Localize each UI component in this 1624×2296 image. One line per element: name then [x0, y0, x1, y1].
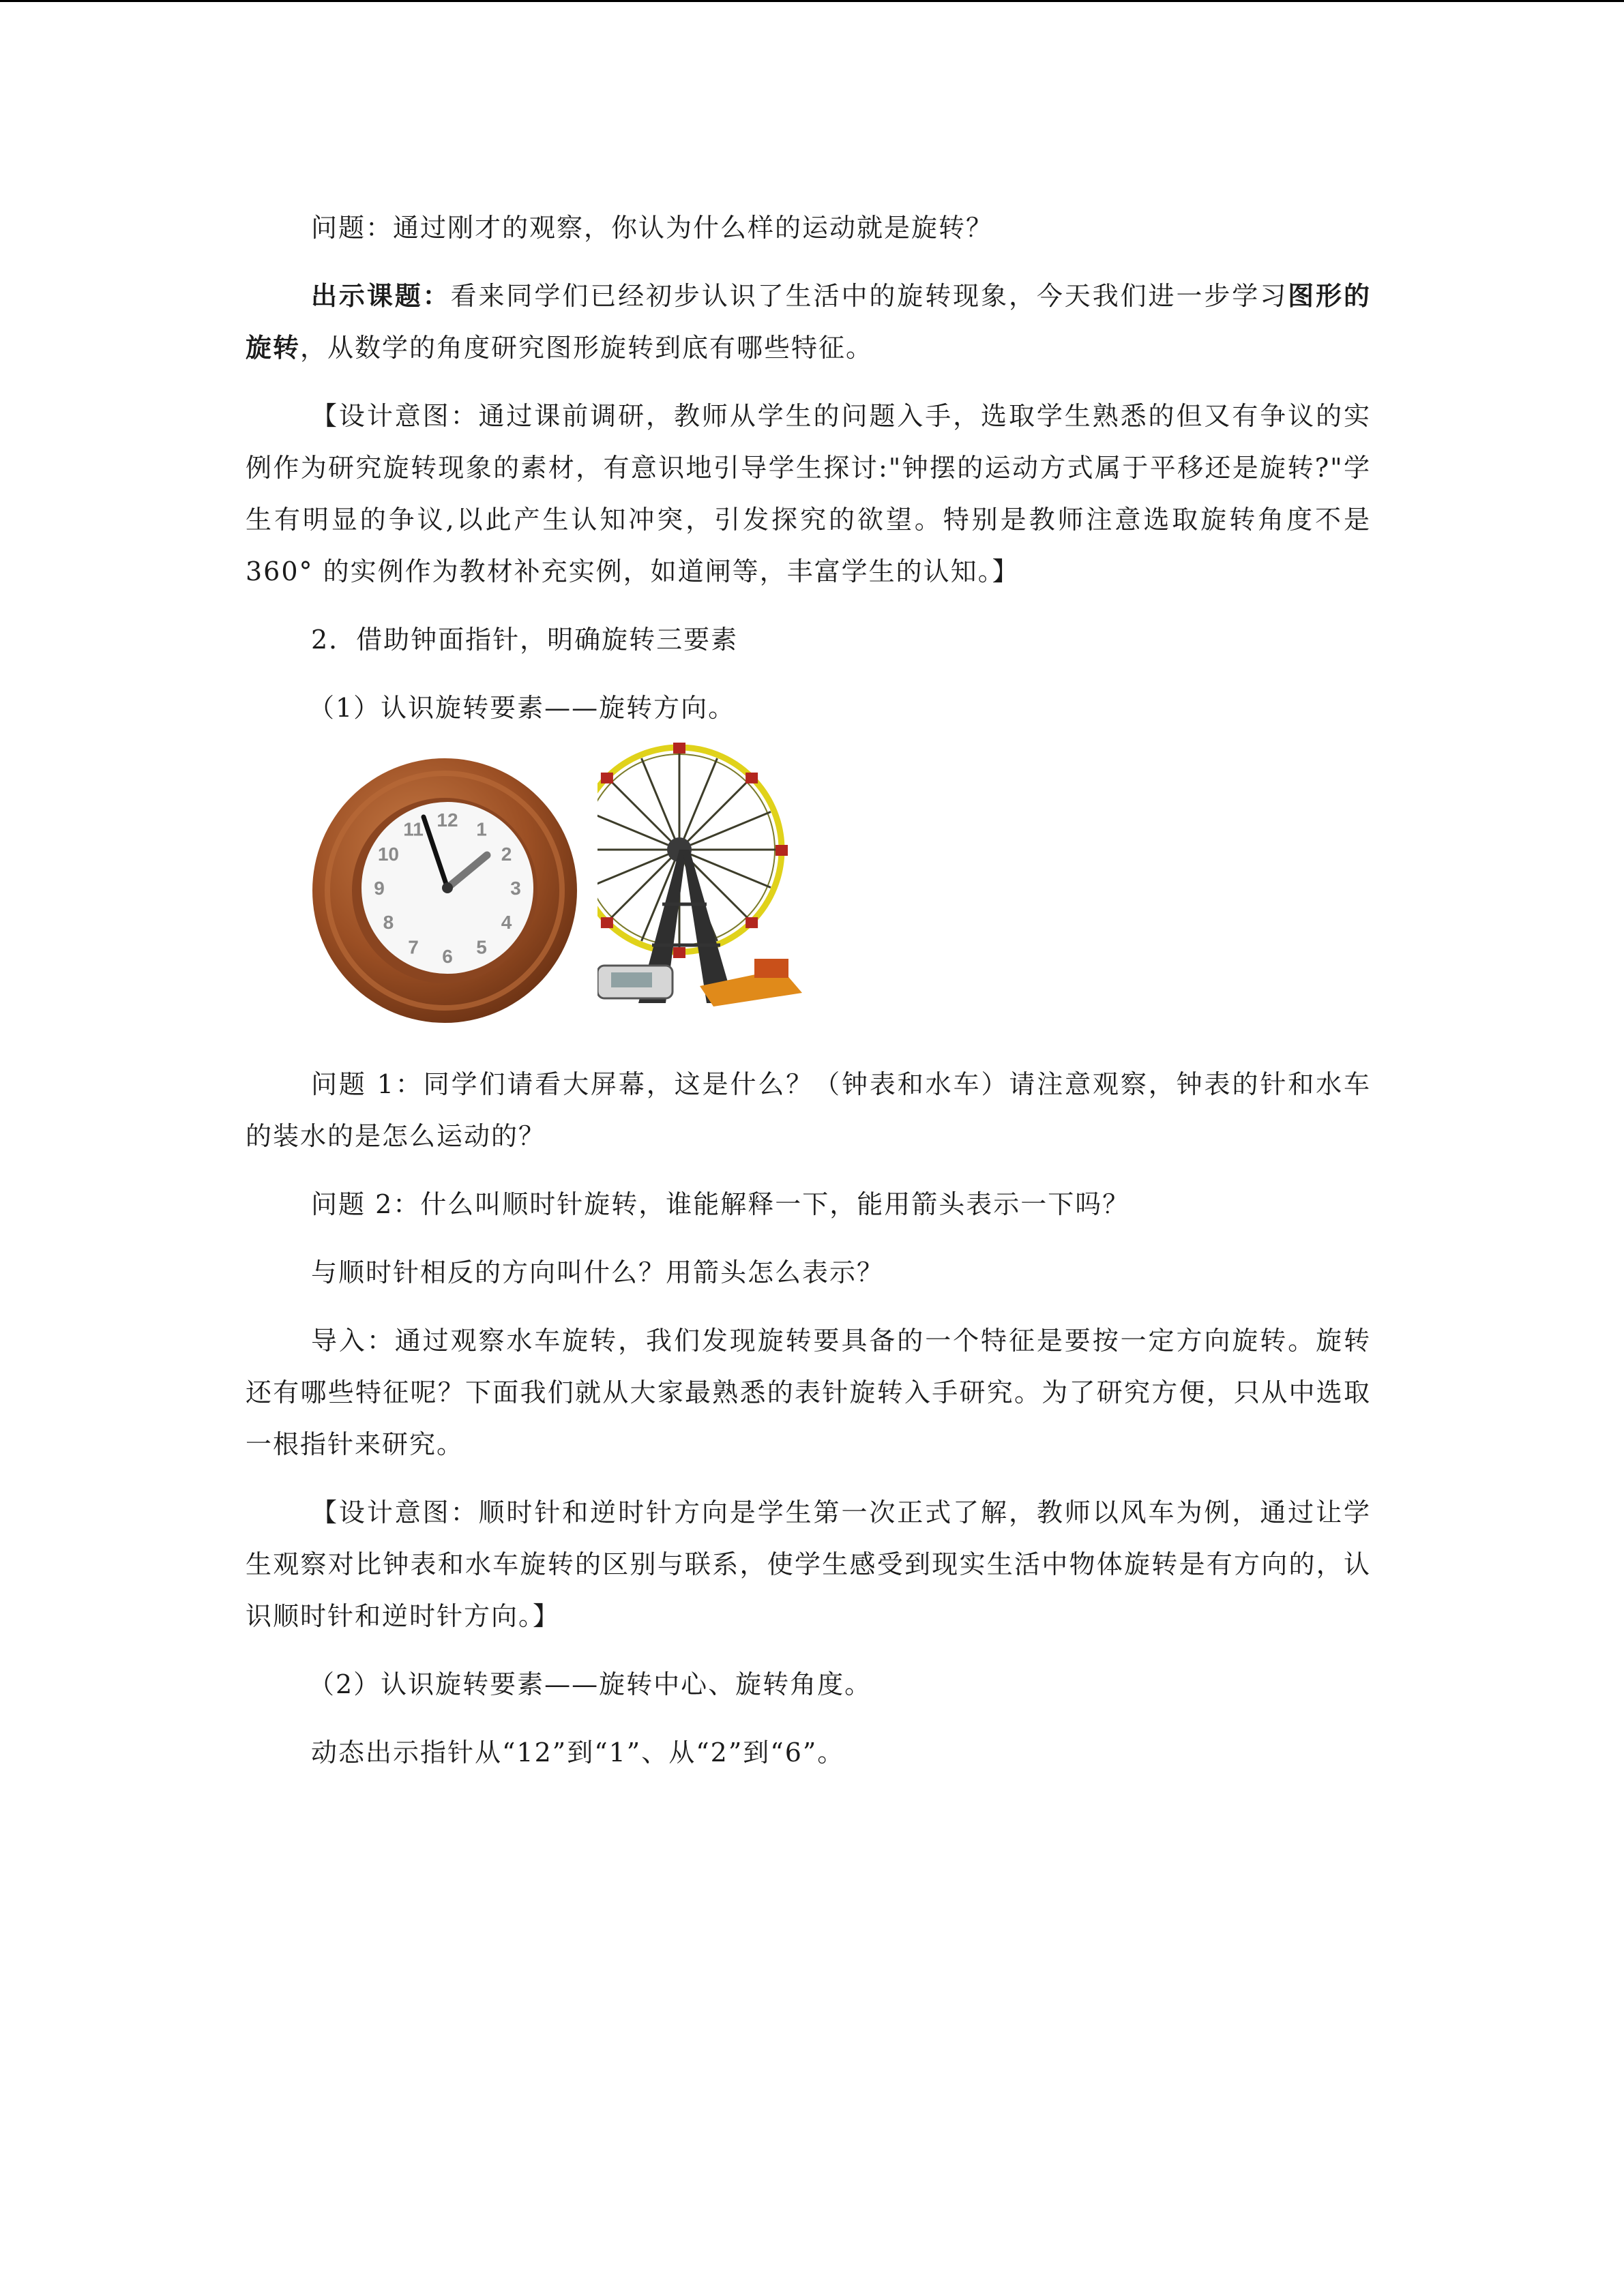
- clock-numeral: 5: [476, 936, 487, 958]
- wheel-cabin: [601, 773, 613, 784]
- topic-text-1: 看来同学们已经初步认识了生活中的旋转现象，今天我们进一步学习: [450, 281, 1288, 311]
- question-1: 问题 1：同学们请看大屏幕，这是什么？（钟表和水车）请注意观察，钟表的针和水车的装水的是怎么运动的？: [246, 1069, 1371, 1151]
- topic-text-2: ，从数学的角度研究图形旋转到底有哪些特征。: [300, 333, 874, 363]
- topic-paragraph: [246, 270, 1371, 374]
- clock-numeral: 9: [374, 878, 385, 899]
- wheel-cabin: [673, 743, 685, 754]
- clock-numeral: 3: [510, 878, 521, 899]
- question-paragraph: 问题：通过刚才的观察，你认为什么样的运动就是旋转？: [311, 213, 994, 243]
- clock-numeral: 8: [383, 912, 394, 933]
- wheel-cabin: [745, 773, 758, 784]
- sub-heading-center-angle: （2）认识旋转要素——旋转中心、旋转角度。: [308, 1669, 872, 1699]
- top-border: [0, 0, 1624, 2]
- wheel-cabin: [776, 845, 788, 856]
- clock-numeral: 10: [377, 844, 399, 865]
- clock-numeral: 1: [476, 818, 487, 840]
- clock-numeral: 7: [408, 936, 419, 958]
- wheel-cabin: [745, 917, 758, 928]
- clock-numeral: 12: [437, 809, 458, 831]
- clock-numeral: 2: [501, 844, 512, 865]
- clock-numeral: 6: [442, 946, 453, 967]
- question-2: 问题 2：什么叫顺时针旋转，谁能解释一下，能用箭头表示一下吗？: [311, 1189, 1130, 1219]
- design-intent-2: 【设计意图：顺时针和逆时针方向是学生第一次正式了解，教师以风车为例，通过让学生观察对比钟表和水车旋转的区别与联系，使学生感受到现实生活中物体旋转是有方向的，认识顺时针和逆时针方向。】: [246, 1497, 1371, 1631]
- document-page: [246, 202, 1371, 1795]
- clock-numeral: 4: [501, 912, 512, 933]
- ferris-wheel-image: [597, 734, 823, 1013]
- topic-bold: 图形的旋转: [246, 280, 1371, 363]
- section-heading: 2．借助钟面指针，明确旋转三要素: [311, 625, 739, 655]
- topic-label: 出示课题：: [311, 280, 451, 311]
- wheel-cabin: [673, 947, 685, 958]
- wheel-cabin: [601, 917, 613, 928]
- sub-heading-direction: （1）认识旋转要素——旋转方向。: [308, 693, 736, 723]
- clock-numeral: 11: [403, 818, 424, 840]
- intro-paragraph: 导入：通过观察水车旋转，我们发现旋转要具备的一个特征是要按一定方向旋转。旋转还有哪些特征呢？下面我们就从大家最熟悉的表针旋转入手研究。为了研究方便，只从中选取一根指针来研究。: [246, 1326, 1371, 1459]
- design-intent-1: 【设计意图：通过课前调研，教师从学生的问题入手，选取学生熟悉的但又有争议的实例作为研究旋转现象的素材，有意识地引导学生探讨:"钟摆的运动方式属于平移还是旋转?"学生有明显的争议,以此产生认知冲突，引发探究的欲望。特别是教师注意选取旋转角度不是 360° 的实例作为教材补充实例，如道闸等，丰富学生的认知。】: [246, 401, 1371, 586]
- question-3: 与顺时针相反的方向叫什么？用箭头怎么表示？: [311, 1257, 885, 1287]
- clock-image: [311, 754, 584, 1027]
- clock-and-wheel-figure: [311, 754, 1371, 1027]
- dynamic-display: 动态出示指针从“12”到“1”、从“2”到“6”。: [311, 1738, 845, 1768]
